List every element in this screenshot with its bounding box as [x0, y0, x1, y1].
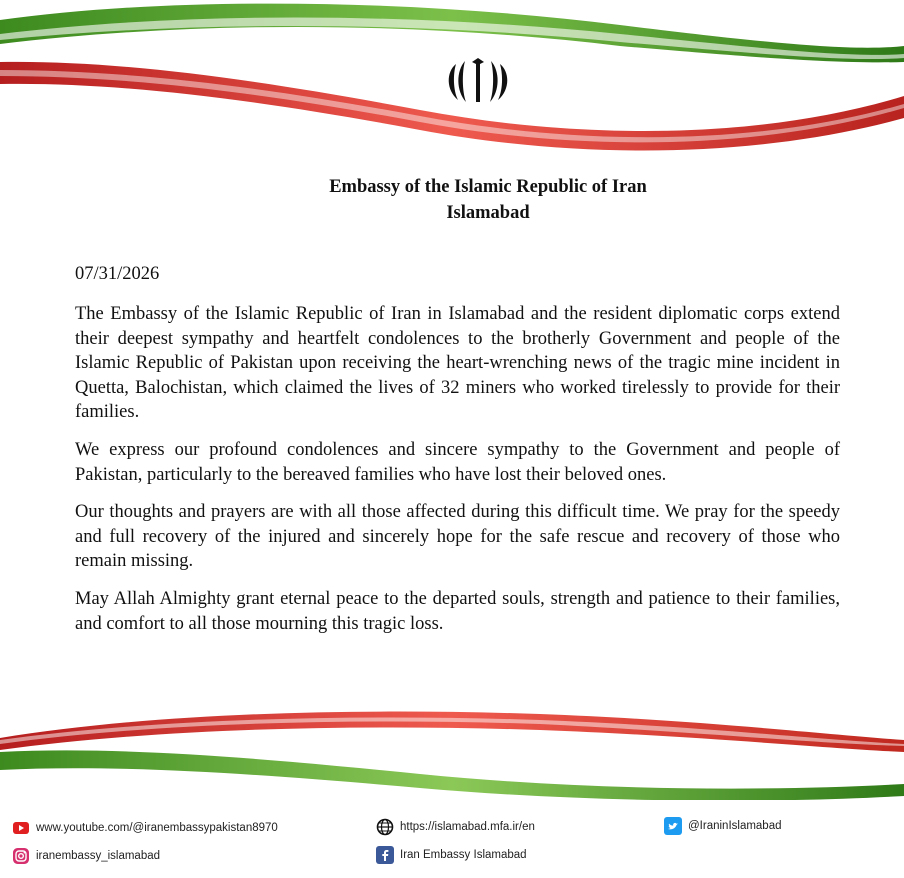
facebook-icon — [376, 846, 394, 864]
document-header — [0, 174, 904, 226]
embassy-name: Embassy of the Islamic Republic of Iran — [329, 177, 647, 197]
statement-body — [75, 302, 840, 649]
paragraph: Our thoughts and prayers are with all those affected during this difficult time. We pray for the speedy and full recovery of the injured and sincerely hope for the safe rescue and recovery of those who remain missing. — [75, 502, 840, 572]
facebook-link[interactable] — [376, 846, 527, 864]
twitter-handle: @IraninIslamabad — [688, 820, 782, 832]
paragraph: We express our profound condolences and sincere sympathy to the Government and people of Pakistan, particularly to the bereaved families who have lost their beloved ones. — [75, 439, 840, 485]
paragraph: The Embassy of the Islamic Republic of Iran in Islamabad and the resident diplomatic corps extend their deepest sympathy and heartfelt condolences to the brotherly Government and people of the Islamic Republic of Pakistan upon receiving the heart-wrenching news of the tragic mine incident in Quetta, Balochistan, which claimed the lives of 32 miners who worked tirelessly to provide for their families. — [75, 304, 840, 423]
twitter-link[interactable] — [664, 817, 782, 835]
twitter-icon — [664, 817, 682, 835]
facebook-page: Iran Embassy Islamabad — [400, 849, 527, 861]
bottom-ribbon-banner — [0, 700, 904, 800]
embassy-city: Islamabad — [446, 203, 530, 223]
youtube-icon — [12, 819, 30, 837]
website-url: https://islamabad.mfa.ir/en — [400, 821, 535, 833]
instagram-handle: iranembassy_islamabad — [36, 850, 161, 862]
website-link[interactable] — [376, 818, 535, 836]
paragraph: May Allah Almighty grant eternal peace to the departed souls, strength and patience to their families, and comfort to all those mourning this tragic loss. — [75, 588, 840, 634]
instagram-link[interactable] — [12, 847, 160, 865]
iran-emblem-icon — [444, 58, 512, 104]
youtube-link[interactable] — [12, 819, 278, 837]
globe-icon — [376, 818, 394, 836]
instagram-icon — [12, 847, 30, 865]
footer-links — [0, 808, 904, 878]
document-date: 07/31/2026 — [75, 264, 160, 284]
youtube-url: www.youtube.com/@iranembassypakistan8970 — [36, 822, 278, 834]
